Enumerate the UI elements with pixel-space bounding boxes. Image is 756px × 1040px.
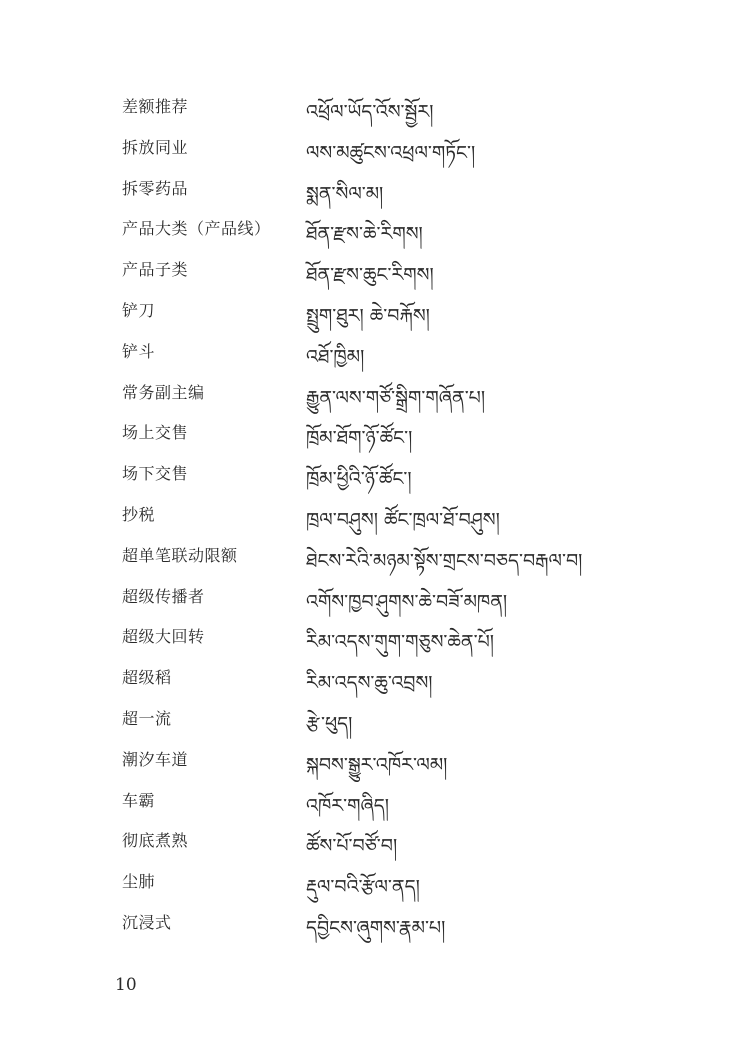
chinese-term: 抄税 (122, 504, 156, 524)
chinese-term: 彻底煮熟 (122, 831, 189, 851)
chinese-term: 铲斗 (122, 341, 156, 361)
tibetan-term: སྐབས་སྒྱུར་འཁོར་ལམ། (306, 753, 448, 776)
tibetan-term: འཁོར་གཞིད། (306, 794, 389, 817)
tibetan-term: ཐོན་རྫས་ཆེ་རིགས། (306, 223, 423, 246)
glossary-entry (0, 659, 756, 700)
tibetan-term: རྩེ་ཕུད། (306, 712, 353, 735)
glossary-entry (0, 618, 756, 659)
glossary-entry (0, 537, 756, 578)
glossary-entry (0, 455, 756, 496)
chinese-term: 差额推荐 (122, 97, 189, 116)
chinese-term: 场上交售 (122, 423, 189, 443)
glossary-entry (0, 822, 756, 863)
glossary-entry (0, 292, 756, 333)
chinese-term: 常务副主编 (122, 382, 205, 402)
glossary-entry (0, 904, 756, 945)
tibetan-term: རིམ་འདས་གུག་གཅུས་ཆེན་པོ། (306, 631, 494, 654)
tibetan-term: རྡུལ་བའི་རྩོལ་ནད། (306, 876, 420, 899)
glossary-entry (0, 700, 756, 741)
glossary-entry (0, 251, 756, 292)
tibetan-term: ཁྲོམ་ཐོག་ཉོ་ཚོང་། (306, 427, 413, 450)
tibetan-term: ཐོན་རྫས་ཆུང་རིགས། (306, 264, 434, 287)
chinese-term: 超级稻 (122, 668, 172, 688)
tibetan-term: རྒྱུན་ལས་གཙོ་སྒྲིག་གཞོན་པ། (306, 386, 486, 409)
tibetan-term: སྤྲུག་ཐུར། ཆེ་བརྐོས། (306, 304, 430, 327)
chinese-term: 拆放同业 (122, 137, 189, 157)
tibetan-term: འགོས་ཁྱབ་ཤུགས་ཆེ་བཟོ་མཁན། (306, 590, 508, 613)
chinese-term: 沉浸式 (122, 912, 172, 932)
glossary-entry (0, 374, 756, 415)
glossary-entry (0, 578, 756, 619)
chinese-term: 潮汐车道 (122, 749, 189, 769)
glossary-entry (0, 782, 756, 823)
chinese-term: 超级大回转 (122, 627, 205, 647)
glossary-entry (0, 170, 756, 211)
glossary-entry (0, 496, 756, 537)
tibetan-term: དབྱིངས་ཞུགས་རྣམ་པ། (306, 916, 446, 939)
glossary-entry (0, 210, 756, 251)
chinese-term: 产品子类 (122, 260, 189, 280)
tibetan-term: འཕྲོལ་ཡོད་འོས་སྦྱོར། (306, 101, 434, 123)
page-number: 10 (115, 975, 137, 995)
chinese-term: 铲刀 (122, 300, 156, 320)
tibetan-term: ཁྲལ་བཤུས། ཚོང་ཁྲལ་ཐོ་བཤུས། (306, 508, 500, 531)
chinese-term: 车霸 (122, 790, 156, 810)
glossary-entry (0, 414, 756, 455)
chinese-term: 场下交售 (122, 464, 189, 484)
tibetan-term: སྨན་སིལ་མ། (306, 182, 384, 205)
glossary-list (0, 88, 756, 945)
chinese-term: 拆零药品 (122, 178, 189, 198)
chinese-term: 产品大类（产品线） (122, 219, 271, 239)
glossary-entry (0, 129, 756, 170)
chinese-term: 超级传播者 (122, 586, 205, 606)
tibetan-term: ཚོས་པོ་བཙོ་བ། (306, 835, 398, 858)
tibetan-term: ལས་མཚུངས་འཕྲལ་གཏོང་། (306, 141, 476, 164)
glossary-entry (0, 863, 756, 904)
glossary-entry (0, 741, 756, 782)
tibetan-term: ཁྲོམ་ཕྱིའི་ཉོ་ཚོང་། (306, 468, 412, 491)
glossary-entry (0, 333, 756, 374)
chinese-term: 尘肺 (122, 872, 156, 892)
tibetan-term: རིམ་འདས་ཆུ་འབྲས། (306, 672, 433, 695)
tibetan-term: ཐེངས་རེའི་མཉམ་སྟོས་གྲངས་བཅད་བརྒལ་བ། (306, 549, 583, 572)
tibetan-term: འཐོ་ཁྱིམ། (306, 345, 365, 368)
glossary-entry (0, 88, 756, 129)
chinese-term: 超一流 (122, 708, 172, 728)
chinese-term: 超单笔联动限额 (122, 545, 238, 565)
